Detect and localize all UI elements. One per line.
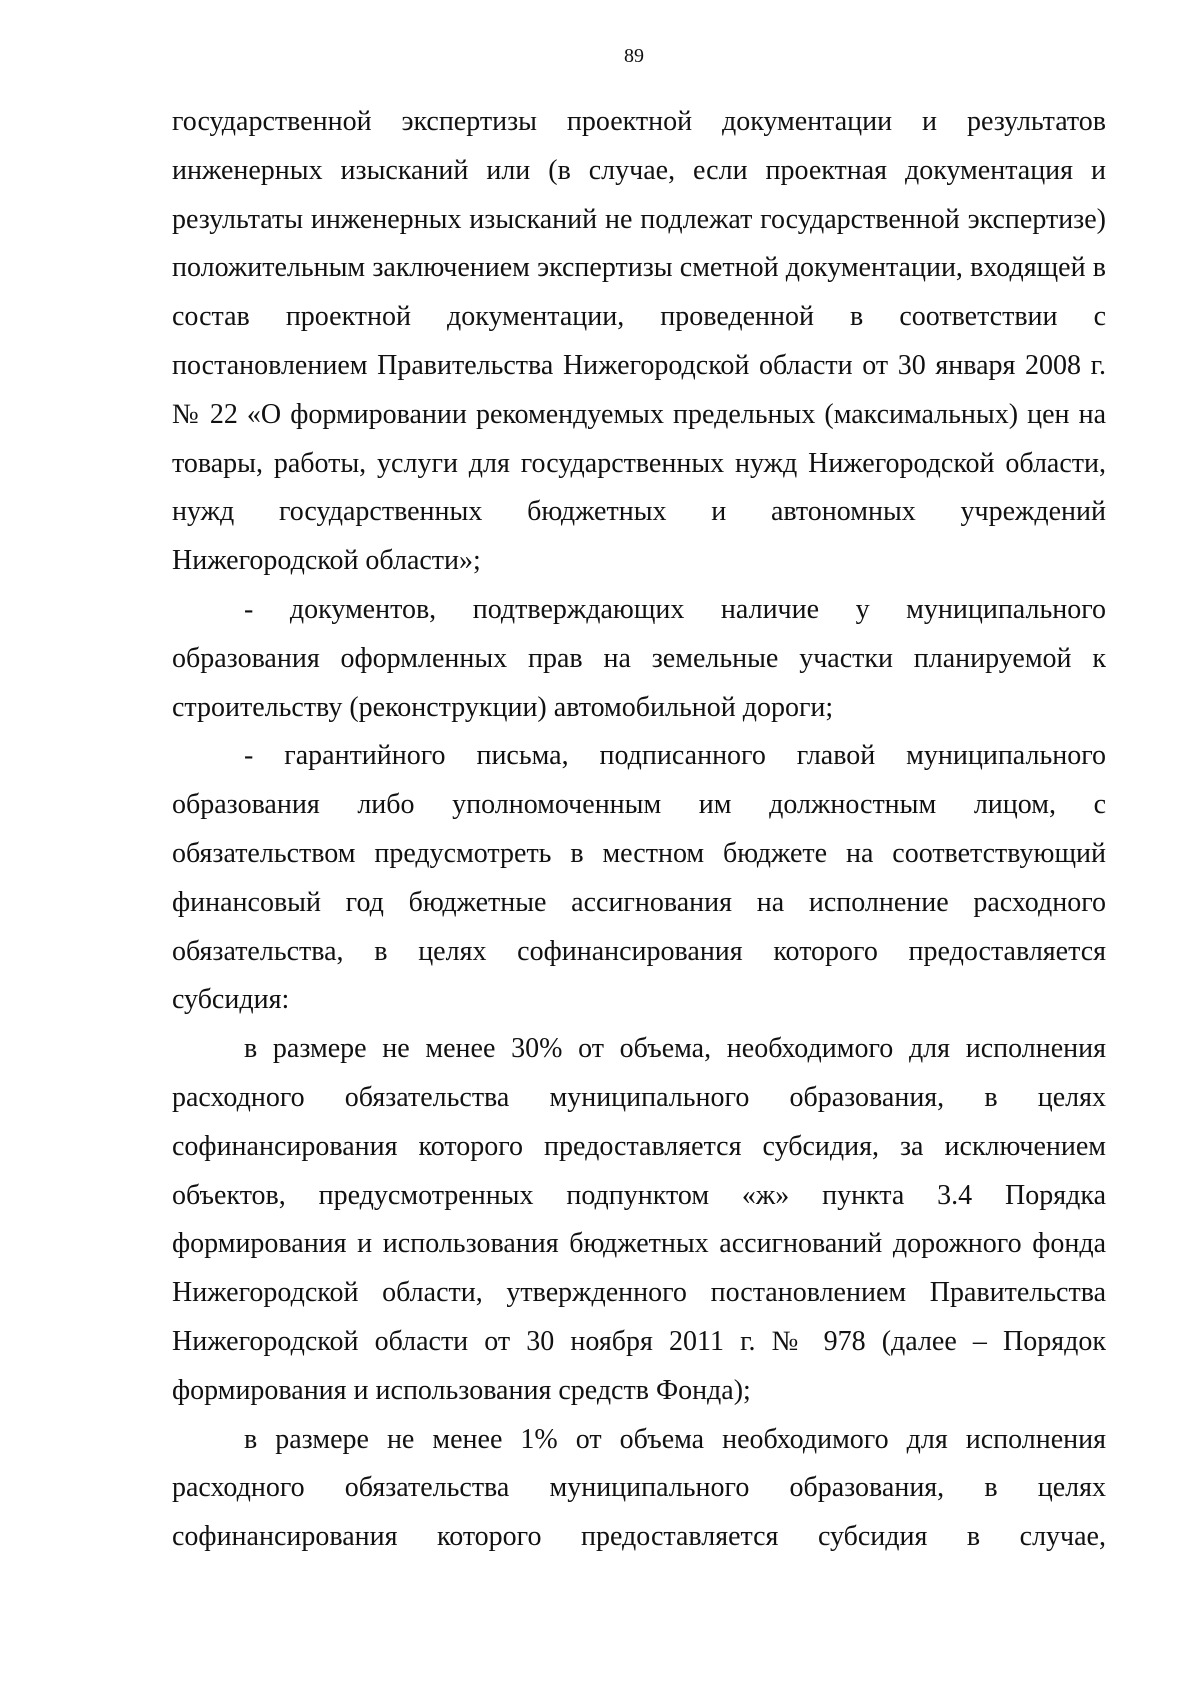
document-body: [172, 98, 1106, 1562]
paragraph-expertise-continuation: государственной экспертизы проектной документации и результатов инженерных изысканий или (в случае, если проектная документация и результаты инженерных изысканий не подлежат государственной экспертизе) положительным заключением экспертизы сметной документации, входящей в состав проектной документации, проведенной в соответствии с постановлением Правительства Нижегородской области от 30 января 2008 г. № 22 «О формировании рекомендуемых предельных (максимальных) цен на товары, работы, услуги для государственных нужд Нижегородской области, нужд государственных бюджетных и автономных учреждений Нижегородской области»;: [172, 106, 1106, 577]
paragraph-thirty-percent: в размере не менее 30% от объема, необходимого для исполнения расходного обязательства муниципального образования, в целях софинансирования которого предоставляется субсидия, за исключением объектов, предусмотренных подпунктом «ж» пункта 3.4 Порядка формирования и использования бюджетных ассигнований дорожного фонда Нижегородской области, утвержденного постановлением Правительства Нижегородской области от 30 ноября 2011 г. № 978 (далее – Порядок формирования и использования средств Фонда);: [172, 1033, 1106, 1406]
page-number: 89: [624, 45, 644, 67]
paragraph-land-rights-documents: - документов, подтверждающих наличие у муниципального образования оформленных прав на земельные участки планируемой к строительству (реконструкции) автомобильной дороги;: [172, 593, 1106, 723]
paragraph-guarantee-letter: - гарантийного письма, подписанного главой муниципального образования либо уполномоченным им должностным лицом, с обязательством предусмотреть в местном бюджете на соответствующий финансовый год бюджетные ассигнования на исполнение расходного обязательства, в целях софинансирования которого предоставляется субсидия:: [172, 740, 1106, 1016]
paragraph-one-percent: в размере не менее 1% от объема необходимого для исполнения расходного обязательства муниципального образования, в целях софинансирования которого предоставляется субсидия в случае,: [172, 1423, 1106, 1553]
